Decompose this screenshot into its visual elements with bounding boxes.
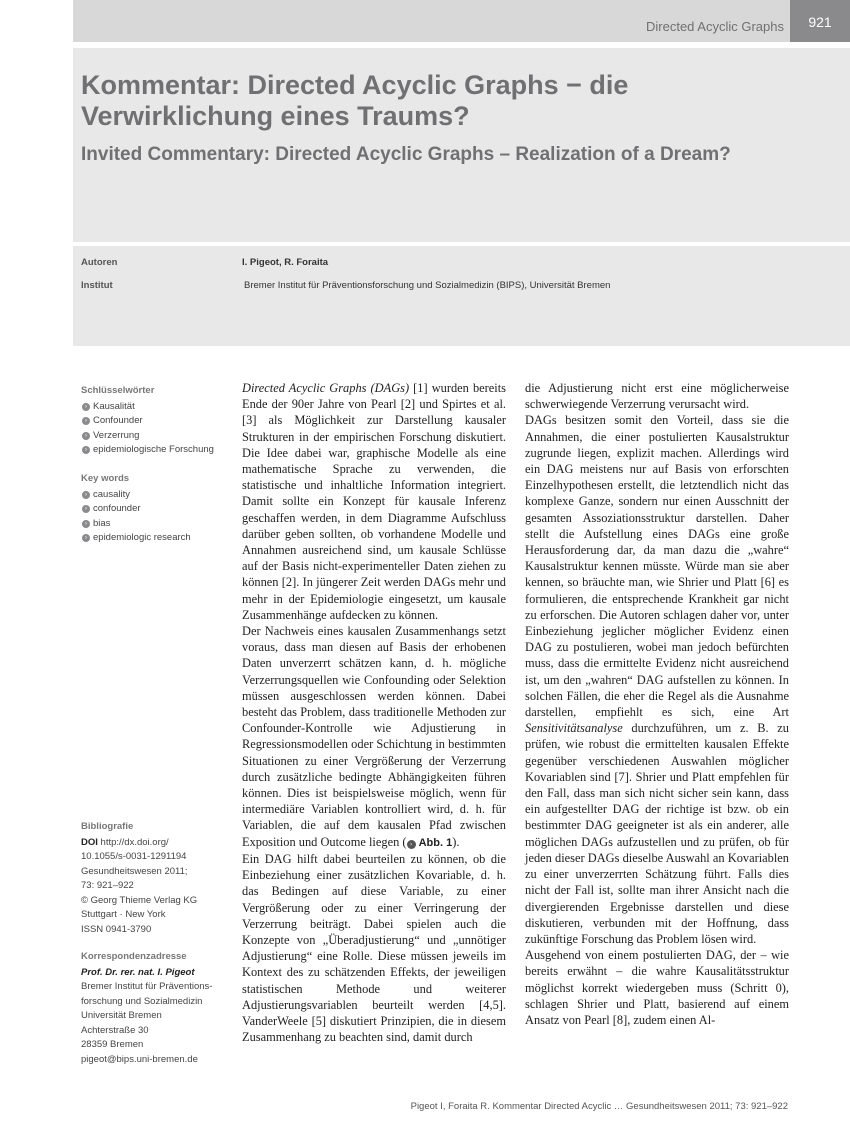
correspondence-name: Prof. Dr. rer. nat. I. Pigeot [81, 966, 195, 978]
list-item: › Confounder [81, 414, 231, 429]
list-item: › Kausalität [81, 400, 231, 415]
meta-block [73, 246, 850, 346]
bibliography-heading: Bibliografie [81, 821, 134, 832]
bib-line: 10.1055/s-0031-1291194 [81, 851, 187, 862]
body-column-2 [525, 380, 789, 1028]
bibliography [81, 820, 231, 937]
bib-line: © Georg Thieme Verlag KG [81, 894, 198, 906]
arrow-bullet-icon: › [82, 403, 90, 411]
paragraph: die Adjustierung nicht erst eine möglicherweise schwerwiegende Verzerrung verursacht wird. [525, 381, 789, 412]
keywords-en [81, 472, 231, 546]
list-item: › causality [81, 488, 231, 503]
paragraph: DAGs besitzen somit den Vorteil, dass sie die Annahmen, die einer postulierten Kausalstruktur zugrunde liegen, explizit machen. Allerdings wird ein DAG meistens nur auf Basis von erforschten Einzelhypothesen erstellt, die letztendlich nicht das komplexe Ganze, sondern nur einen Ausschnitt der gesamten Assoziationsstruktur darstellen. Daher stellt die Aufstellung eines DAGs eine große Herausforderung dar, da man dazu die „wahre“ Kausalstruktur kennen müsste. Würde man sie aber kennen, so bräuchte man, wie Shrier und Platt [6] es formulieren, die entsprechende Krankheit gar nicht zu erforschen. Die Autoren schlagen daher vor, unter Einbeziehung jeglicher möglicher Evidenz einen DAG zu postulieren, wobei man jedoch befürchten muss, dass die ermittelte Evidenz nicht ausreichend ist, um den „wahren“ DAG aufstellen zu können. In solchen Fällen, die eher die Regel als die Ausnahme darstellen, empfiehlt es sich, eine Art Sensitivitätsanalyse durchzuführen, um z. B. zu prüfen, wie robust die ermittelten kausalen Effekte gegenüber verschiedenen Auswahlen möglicher Kovariablen sind [7]. Shrier und Platt empfehlen für den Fall, dass man sich nicht sicher sein kann, dass ein aufgestellter DAG der richtige ist bzw. ob ein bestimmter DAG geeigneter ist als ein anderer, alle möglichen DAGs aufzustellen und zu prüfen, ob für jeden dieser DAGs dieselbe Auswahl an Kovariablen zu einer unverzerrten Schätzung führt. Falls dies nicht der Fall ist, sollte man ihrer Ansicht nach die divergierenden Ergebnisse darstellen und diese diskutieren, verbunden mit der Hoffnung, dass zukünftige Forschung das Problem lösen wird. [525, 413, 789, 946]
page-number: 921 [790, 0, 850, 42]
paragraph: Ein DAG hilft dabei beurteilen zu können, ob die Einbeziehung einer zusätzlichen Kovariable, d. h. das Bedingen auf diese Variable, zu einer Vergrößerung oder zu einer Verringerung der Verzerrung beiträgt. Dabei spielen auch die Konzepte von „Überadjustierung“ und „unnötiger Adjustierung“ eine Rolle. Diese müssen jeweils im Kontext des zu schätzenden Effekts, der jeweiligen statistischen Methode und weiterer Adjustierungsvariablen beurteilt werden [4,5]. VanderWeele [5] diskutiert Prinzipien, die in diesem Zusammenhang zu beachten sind, damit durch [242, 851, 506, 1045]
bib-line: Stuttgart · New York [81, 909, 166, 920]
institute: Bremer Institut für Präventionsforschung und Sozialmedizin (BIPS), Universität Bremen [244, 280, 611, 291]
list-item: › epidemiologische Forschung [81, 443, 231, 458]
authors-label: Autoren [81, 257, 118, 268]
bib-line: Gesundheitswesen 2011; [81, 865, 188, 877]
arrow-bullet-icon: › [82, 520, 90, 528]
arrow-bullet-icon: › [82, 446, 90, 454]
title-german: Kommentar: Directed Acyclic Graphs − die Verwirklichung eines Traums? [81, 70, 629, 131]
doi-line: DOI http://dx.doi.org/ [81, 836, 169, 848]
arrow-bullet-icon: › [82, 417, 90, 425]
arrow-bullet-icon: › [82, 491, 90, 499]
arrow-bullet-icon: › [82, 505, 90, 513]
address-line: 28359 Bremen [81, 1039, 144, 1050]
arrow-bullet-icon: › [82, 534, 90, 542]
address-line: Achterstraße 30 [81, 1024, 149, 1036]
address-line: forschung und Sozialmedizin [81, 995, 203, 1007]
authors: I. Pigeot, R. Foraita [242, 257, 329, 268]
keywords-de [81, 384, 231, 458]
paragraph: Ausgehend von einem postulierten DAG, der – wie bereits erwähnt – die wahre Kausalitätsstruktur möglichst korrekt wiedergeben muss (Schritt 0), schlagen Shrier und Platt, basierend auf einem Ansatz von Pearl [8], zudem einen Al- [525, 948, 789, 1027]
title-english: Invited Commentary: Directed Acyclic Graphs – Realization of a Dream? [81, 144, 731, 165]
list-item: › epidemiologic research [81, 531, 231, 546]
list-item: › Verzerrung [81, 429, 231, 444]
correspondence [81, 950, 231, 1067]
keywords-en-heading: Key words [81, 473, 130, 484]
citation-footer: Pigeot I, Foraita R. Kommentar Directed Acyclic … Gesundheitswesen 2011; 73: 921–922 [410, 1101, 788, 1112]
paragraph: Der Nachweis eines kausalen Zusammenhangs setzt voraus, dass man diesen auf Basis der erhobenen Daten unverzerrt schätzen kann, d. h. mögliche Verzerrungsquellen wie Confounding oder Selektion müssen ausgeschlossen werden können. Dabei besteht das Problem, dass traditionelle Methoden zur Confounder-Kontrolle wie Adjustierung in Regressionsmodellen oder Schichtung in bestimmten Situationen zu einer Vergrößerung der Verzerrung durch zusätzliche bedingte Abhängigkeiten führen können. Dies ist beispielsweise möglich, wenn für intermediäre Variablen kontrolliert wird, d. h. für Variablen, die auf dem kausalen Pfad zwischen Exposition und Outcome liegen ( › Abb. 1). [242, 624, 506, 849]
bib-line: ISSN 0941-3790 [81, 923, 152, 935]
address-line: Bremer Institut für Präventions- [81, 981, 213, 992]
figure-reference[interactable]: Abb. 1 [418, 836, 453, 849]
keywords-de-heading: Schlüsselwörter [81, 385, 155, 396]
list-item: › confounder [81, 502, 231, 517]
list-item: › bias [81, 517, 231, 532]
running-title: Directed Acyclic Graphs [646, 19, 784, 34]
address-line: Universität Bremen [81, 1010, 162, 1021]
paragraph: Directed Acyclic Graphs (DAGs) [1] wurden bereits Ende der 90er Jahre von Pearl [2] und Spirtes et al. [3] als Möglichkeit zur Darstellung kausaler Strukturen in der empirischen Forschung diskutiert. Die Idee dabei war, graphische Modelle als eine mathematische Sprache zu verwenden, die statistische und inhaltliche Information integriert. Damit sollte ein Konzept für kausale Inferenz geschaffen werden, in dem Diagramme Aufschluss darüber geben sollten, ob vorhandene Modelle und Annahmen ausreichend sind, um kausale Schlüsse auf der Basis nicht-experimenteller Daten ziehen zu können [2]. In jüngerer Zeit werden DAGs mehr und mehr in der Epidemiologie eingesetzt, um kausale Zusammenhänge aufdecken zu können. [242, 381, 506, 622]
institute-label: Institut [81, 280, 113, 291]
body-column-1 [242, 380, 506, 1045]
correspondence-heading: Korrespondenzadresse [81, 951, 187, 962]
title-block [73, 48, 850, 242]
figure-ref-arrow-icon: › [407, 840, 416, 849]
arrow-bullet-icon: › [82, 432, 90, 440]
email-link[interactable]: pigeot@bips.uni-bremen.de [81, 1053, 198, 1065]
bib-line: 73: 921–922 [81, 880, 134, 891]
